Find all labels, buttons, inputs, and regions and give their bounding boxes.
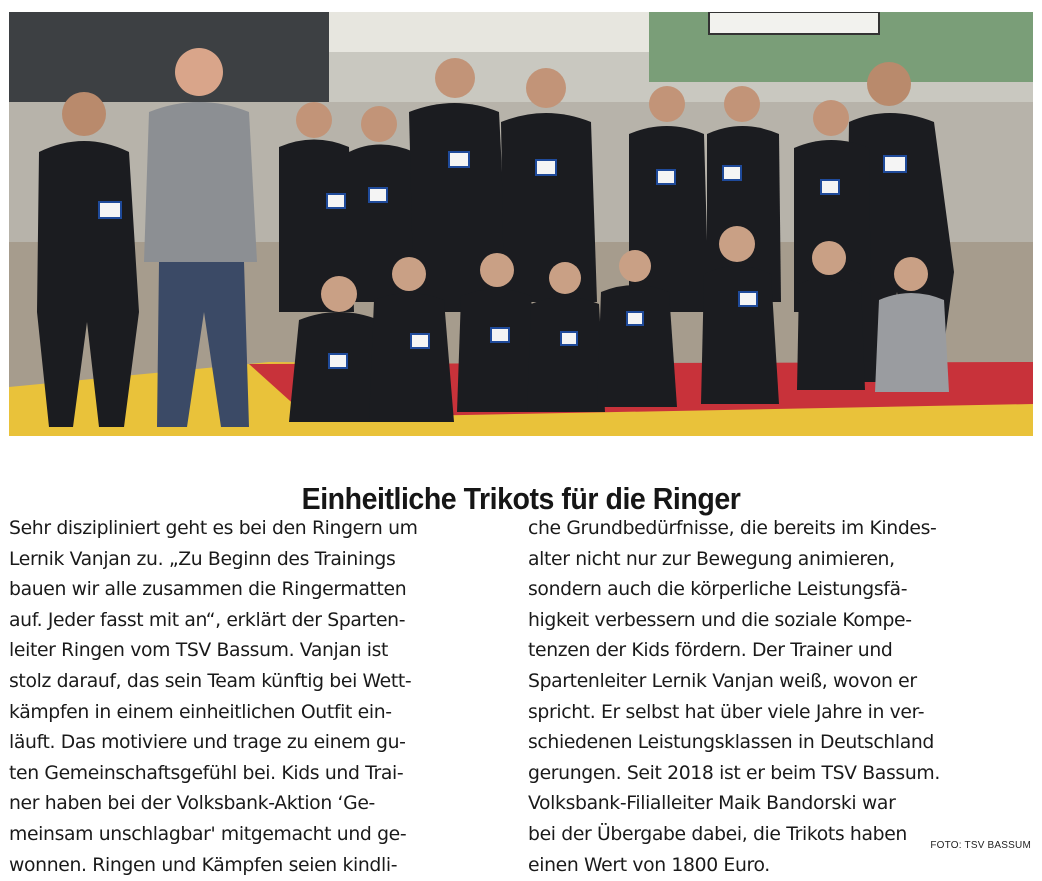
article-headline: Einheitliche Trikots für die Ringer [301, 480, 741, 516]
text-line: alter nicht nur zur Bewegung animieren, [528, 548, 895, 570]
text-line: bauen wir alle zusammen die Ringermatten [9, 579, 407, 601]
text-line: ten Gemeinschaftsgefühl bei. Kids und Trai- [9, 762, 404, 784]
text-line: ner haben bei der Volksbank-Aktion ‘Ge- [9, 793, 375, 815]
text-line: wonnen. Ringen und Kämpfen seien kindli- [9, 854, 398, 876]
text-line: higkeit verbessern und die soziale Kompe- [528, 609, 912, 631]
text-line: Lernik Vanjan zu. „Zu Beginn des Trainings [9, 548, 396, 570]
article-body-left-column [9, 514, 418, 881]
photo-credit: FOTO: TSV BASSUM [930, 840, 1031, 851]
article-body-right-column [528, 514, 940, 881]
text-line: sondern auch die körperliche Leistungsfä- [528, 579, 908, 601]
text-line: stolz darauf, das sein Team künftig bei Wett- [9, 670, 412, 692]
text-line: spricht. Er selbst hat über viele Jahre in ver- [528, 701, 925, 723]
text-line: Volksbank-Filialleiter Maik Bandorski war [528, 793, 896, 815]
text-line: leiter Ringen vom TSV Bassum. Vanjan ist [9, 640, 389, 662]
text-line: einen Wert von 1800 Euro. [528, 854, 770, 876]
text-line: kämpfen in einem einheitlichen Outfit ein- [9, 701, 392, 723]
text-line: auf. Jeder fasst mit an“, erklärt der Sparten- [9, 609, 406, 631]
text-line: läuft. Das motiviere und trage zu einem gu- [9, 732, 406, 754]
text-line: schiedenen Leistungsklassen in Deutschland [528, 732, 935, 754]
text-line: gerungen. Seit 2018 ist er beim TSV Bassum. [528, 762, 940, 784]
text-line: bei der Übergabe dabei, die Trikots haben [528, 823, 907, 845]
group-photo [9, 12, 1033, 436]
text-line: tenzen der Kids fördern. Der Trainer und [528, 640, 893, 662]
text-line: Spartenleiter Lernik Vanjan weiß, wovon er [528, 670, 917, 692]
text-line: che Grundbedürfnisse, die bereits im Kindes- [528, 518, 937, 539]
text-line: Sehr diszipliniert geht es bei den Ringern um [9, 518, 418, 539]
text-line: meinsam unschlagbar' mitgemacht und ge- [9, 823, 407, 845]
